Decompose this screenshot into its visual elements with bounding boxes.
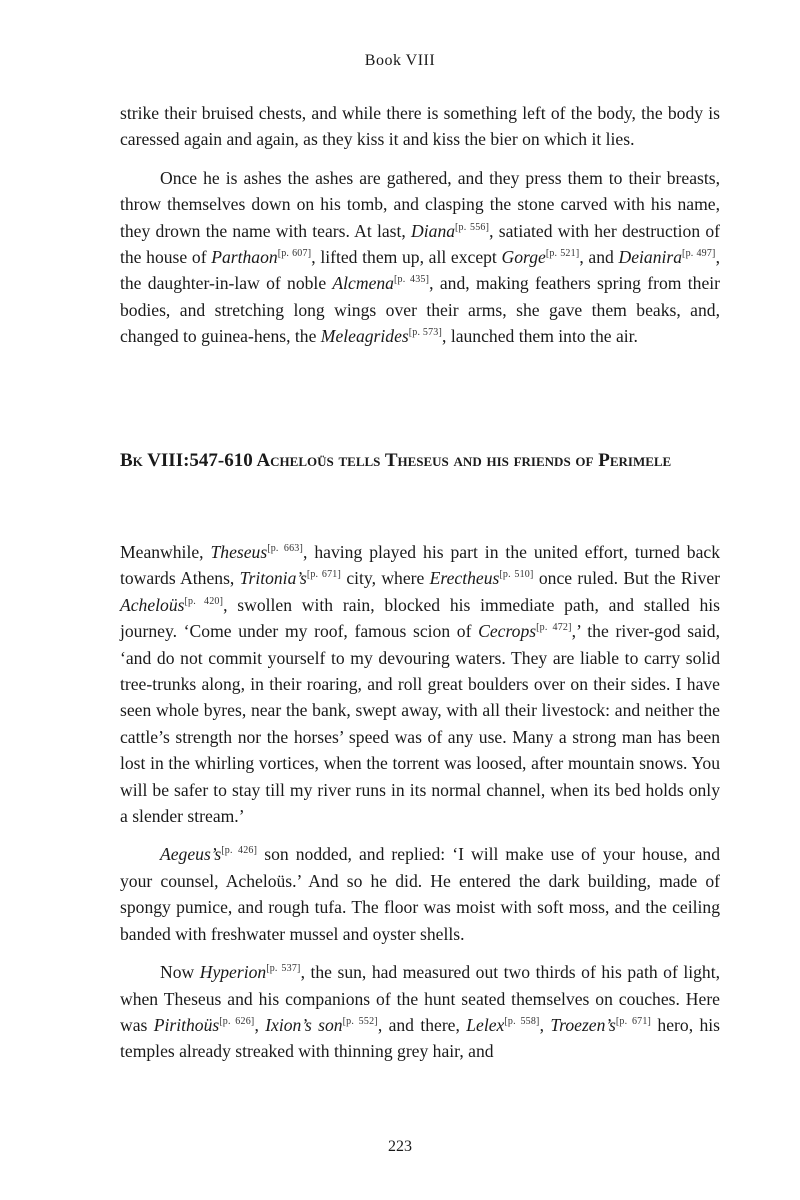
page-reference-link[interactable]: [p. 420] — [184, 595, 224, 607]
index-name: Alcmena — [332, 273, 394, 294]
index-name: Hyperion — [199, 962, 267, 983]
index-name: Meleagrides — [320, 326, 409, 347]
page-reference-link[interactable]: [p. 426] — [221, 845, 258, 857]
page-reference-link[interactable]: [p. 671] — [306, 569, 342, 581]
page-reference-link[interactable]: [p. 472] — [536, 622, 572, 634]
index-name: Tritonia’s — [239, 568, 307, 589]
index-name: Acheloüs — [120, 594, 185, 615]
index-name: Troezen’s — [550, 1014, 616, 1035]
paragraph-3: Meanwhile, Theseus[p. 663], having played his part in the united effort, turned back towards Athens, Tritonia’s[p. 671] city, where Erectheus[p. 510] once ruled. But the River Acheloüs[p. 420], swollen with rain, blocked his immediate path, and stalled his journey. ‘Come under my roof, famous scion of Cecrops[p. 472],’ the river-god said, ‘and do not commit yourself to my devouring waters. They are liable to carry solid tree-trunks along, in their roaring, and roll great boulders over on their sides. I have seen whole byres, near the bank, swept away, with all their livestock: and neither the cattle’s strength nor the horses’ speed was of any use. Many a strong man has been lost in the whirling vortices, when the torrent was loosed, after mountain snows. You will be safer to stay till my river runs in its normal channel, when its bed holds only a slender stream.’ — [120, 542, 720, 827]
page-reference-link[interactable]: [p. 671] — [615, 1016, 652, 1028]
page-reference-link[interactable]: [p. 607] — [277, 248, 312, 260]
paragraph-4: Aegeus’s[p. 426] son nodded, and replied: ‘I will make use of your house, and your counsel, Acheloüs.’ And so he did. He entered the dark building, made of spongy pumice, and rough tufa. The floor was moist with soft moss, and the ceiling banded with freshwater mussel and oyster shells. — [120, 844, 720, 944]
index-name: Lelex — [466, 1014, 505, 1035]
index-name: Parthaon — [211, 247, 278, 268]
index-name: Pirithoüs — [153, 1014, 220, 1035]
page-reference-link[interactable]: [p. 626] — [219, 1016, 255, 1028]
page-reference-link[interactable]: [p. 435] — [393, 274, 430, 286]
paragraph-5: Now Hyperion[p. 537], the sun, had measured out two thirds of his path of light, when Theseus and his companions of the hunt seated themselves on couches. Here was Pirithoüs[p. 626], Ixion’s son[p. 552], and there, Lelex[p. 558], Troezen’s[p. 671] hero, his temples already streaked with thinning grey hair, and — [120, 962, 720, 1062]
page-reference-link[interactable]: [p. 573] — [408, 327, 443, 339]
running-head: Book VIII — [364, 52, 436, 69]
index-name: Ixion’s son — [265, 1014, 343, 1035]
page-reference-link[interactable]: [p. 497] — [682, 248, 716, 260]
page-reference-link[interactable]: [p. 558] — [504, 1016, 540, 1028]
page-reference-link[interactable]: [p. 663] — [267, 543, 304, 555]
page-reference-link[interactable]: [p. 556] — [455, 221, 490, 233]
text-block-top — [120, 100, 720, 362]
index-name: Gorge — [501, 247, 546, 268]
paragraph-1: strike their bruised chests, and while there is something left of the body, the body is caressed again and again, as they kiss it and kiss the bier on which it lies. — [120, 103, 720, 150]
page-reference-link[interactable]: [p. 552] — [342, 1016, 378, 1028]
page-number: 223 — [388, 1138, 412, 1155]
paragraph-2: Once he is ashes the ashes are gathered, and they press them to their breasts, throw themselves down on his tomb, and clasping the stone carved with his name, they drown the name with tears. At last, Diana[p. 556], satiated with her destruction of the house of Parthaon[p. 607], lifted them up, all except Gorge[p. 521], and Deianira[p. 497], the daughter-in-law of noble Alcmena[p. 435], and, making feathers spring from their bodies, and stretching long wings over their arms, she gave them beaks, and, changed to guinea-hens, the Meleagrides[p. 573], launched them into the air. — [120, 167, 721, 347]
page-reference-link[interactable]: [p. 510] — [499, 569, 534, 581]
index-name: Deianira — [618, 247, 683, 268]
index-name: Diana — [411, 220, 456, 241]
index-name: Aegeus’s — [160, 844, 222, 865]
index-name: Theseus — [210, 542, 268, 562]
page-reference-link[interactable]: [p. 537] — [266, 963, 301, 975]
index-name: Cecrops — [478, 621, 537, 642]
index-name: Erectheus — [429, 568, 500, 589]
page-reference-link[interactable]: [p. 521] — [545, 248, 580, 260]
section-heading: Bk VIII:547-610 Acheloüs tells Theseus and his friends of Perimele — [120, 450, 672, 471]
text-block-main — [120, 539, 720, 1077]
